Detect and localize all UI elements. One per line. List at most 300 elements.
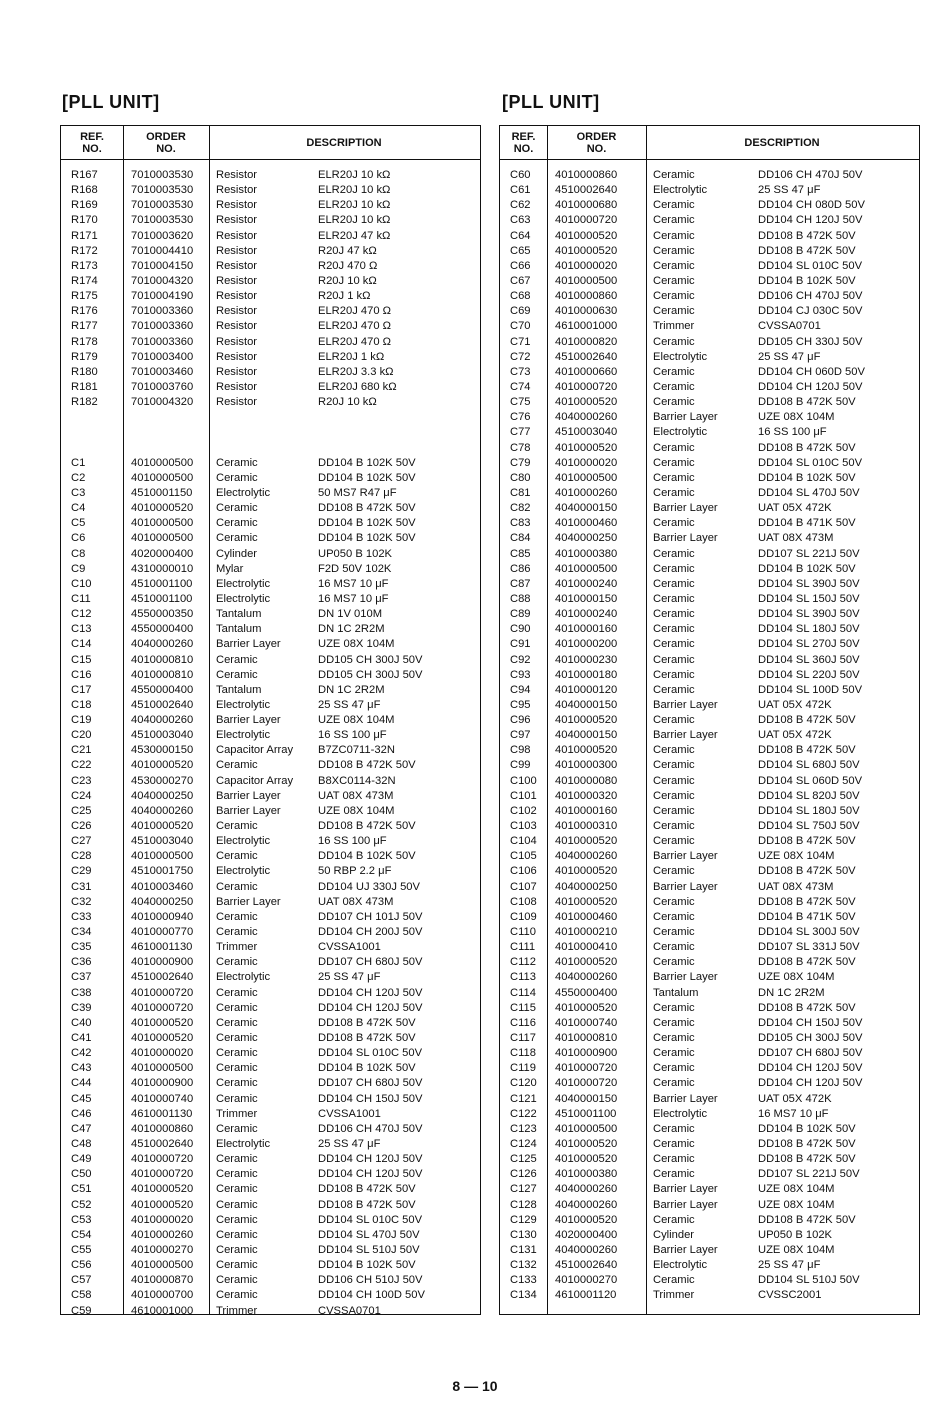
order-no: 4010000410	[555, 941, 618, 954]
part-type: Trimmer	[653, 1289, 695, 1302]
part-type: Electrolytic	[216, 486, 271, 499]
part-spec: R20J 470 Ω	[318, 259, 378, 272]
table-row	[500, 1061, 919, 1076]
table-row	[500, 425, 919, 440]
order-no: 4010000520	[131, 820, 194, 833]
part-spec: DD104 SL 680J 50V	[758, 759, 860, 772]
part-type: Ceramic	[216, 502, 258, 515]
part-spec: DD104 CH 120J 50V	[318, 1168, 423, 1181]
table-row	[500, 1167, 919, 1182]
part-type: Barrier Layer	[653, 850, 718, 863]
ref-no: C100	[510, 774, 537, 787]
table-row	[61, 1182, 480, 1197]
ref-no: C68	[510, 290, 531, 303]
order-no: 4040000150	[555, 698, 618, 711]
order-no: 4010000520	[555, 244, 618, 257]
part-type: Resistor	[216, 380, 258, 393]
order-no: 4510001100	[555, 1107, 617, 1120]
table-row	[500, 849, 919, 864]
ref-no: C16	[71, 668, 92, 681]
ref-no: C17	[71, 683, 92, 696]
order-no: 4010000520	[131, 502, 194, 515]
order-no: 4040000260	[555, 971, 618, 984]
table-row	[61, 804, 480, 819]
order-no: 4040000150	[555, 502, 618, 515]
part-spec: DD108 B 472K 50V	[758, 895, 856, 908]
order-no: 4610001000	[555, 320, 618, 333]
order-no: 4010000200	[555, 638, 618, 651]
order-no: 4010000300	[555, 759, 618, 772]
part-spec: UAT 08X 473M	[318, 789, 394, 802]
part-spec: DD104 SL 150J 50V	[758, 592, 860, 605]
part-type: Ceramic	[216, 1183, 258, 1196]
part-spec: UZE 08X 104M	[758, 1243, 835, 1256]
table-row	[500, 1288, 919, 1303]
header-order: ORDER NO.	[146, 130, 186, 155]
table-row	[500, 441, 919, 456]
table-row	[500, 410, 919, 425]
ref-no: C110	[510, 926, 536, 939]
part-spec: DD104 UJ 330J 50V	[318, 880, 420, 893]
part-spec: 16 SS 100 μF	[758, 426, 827, 439]
part-spec: DD104 B 102K 50V	[318, 1259, 416, 1272]
part-type: Resistor	[216, 229, 258, 242]
ref-no: C63	[510, 214, 531, 227]
ref-no: C29	[71, 865, 92, 878]
part-spec: UP050 B 102K	[758, 1228, 833, 1241]
order-no: 4010000520	[131, 1032, 194, 1045]
part-type: Ceramic	[653, 1168, 695, 1181]
ref-no: C90	[510, 623, 531, 636]
order-no: 4040000260	[131, 638, 194, 651]
part-type: Ceramic	[653, 274, 695, 287]
table-row	[500, 789, 919, 804]
table-row	[500, 1092, 919, 1107]
ref-no: C45	[71, 1092, 92, 1105]
part-spec: ELR20J 470 Ω	[318, 305, 392, 318]
order-no: 4010000700	[131, 1289, 194, 1302]
order-no: 4010000500	[131, 1062, 194, 1075]
part-spec: DD108 B 472K 50V	[758, 744, 856, 757]
part-type: Ceramic	[216, 1077, 258, 1090]
order-no: 4010000460	[555, 517, 618, 530]
table-row	[61, 774, 480, 789]
part-spec: DD108 B 472K 50V	[318, 820, 416, 833]
ref-no: C35	[71, 941, 92, 954]
part-type: Ceramic	[216, 1168, 258, 1181]
part-type: Ceramic	[216, 1153, 258, 1166]
part-type: Ceramic	[653, 199, 695, 212]
table-row	[500, 304, 919, 319]
order-no: 4010000520	[555, 956, 618, 969]
ref-no: C94	[510, 683, 531, 696]
table-row	[500, 728, 919, 743]
ref-no: C98	[510, 744, 531, 757]
part-spec: DD107 CH 680J 50V	[318, 1077, 423, 1090]
part-type: Barrier Layer	[216, 638, 281, 651]
table-row	[500, 456, 919, 471]
table-row	[61, 486, 480, 501]
ref-no: C125	[510, 1153, 537, 1166]
ref-no: C56	[71, 1259, 92, 1272]
part-type: Barrier Layer	[216, 895, 281, 908]
table-row	[61, 304, 480, 319]
ref-no: C24	[71, 789, 92, 802]
table-row	[500, 501, 919, 516]
order-no: 4010000720	[131, 1153, 194, 1166]
order-no: 4010000500	[555, 1122, 618, 1135]
table-row	[61, 834, 480, 849]
order-no: 4010000520	[555, 1153, 618, 1166]
ref-no: C111	[510, 941, 536, 954]
part-spec: DD107 CH 680J 50V	[318, 956, 423, 969]
part-spec: UP050 B 102K	[318, 547, 393, 560]
ref-no: C59	[71, 1304, 92, 1317]
table-row	[61, 743, 480, 758]
table-row	[500, 880, 919, 895]
order-no: 4010000020	[131, 1047, 194, 1060]
table-row	[61, 1273, 480, 1288]
table-row	[61, 970, 480, 985]
table-row	[61, 1152, 480, 1167]
table-row	[61, 229, 480, 244]
ref-no: C117	[510, 1032, 536, 1045]
ref-no: C18	[71, 698, 92, 711]
ref-no: C103	[510, 820, 537, 833]
part-spec: 16 SS 100 μF	[318, 729, 387, 742]
part-type: Resistor	[216, 199, 258, 212]
part-spec: 16 SS 100 μF	[318, 835, 387, 848]
part-spec: 25 SS 47 μF	[758, 1259, 821, 1272]
part-type: Barrier Layer	[216, 789, 281, 802]
table-row	[61, 1304, 480, 1319]
ref-no: C60	[510, 169, 531, 181]
table-row	[61, 910, 480, 925]
blank-row	[61, 410, 480, 425]
order-no: 4010000520	[555, 1138, 618, 1150]
order-no: 4010000720	[131, 1168, 194, 1181]
part-type: Ceramic	[216, 926, 258, 939]
order-no: 4530000270	[131, 774, 194, 787]
order-no: 4010000810	[131, 653, 194, 666]
order-no: 4010000520	[131, 1183, 194, 1196]
table-row	[500, 940, 919, 955]
part-type: Ceramic	[653, 653, 695, 666]
ref-no: C132	[510, 1259, 537, 1272]
part-type: Trimmer	[216, 1107, 258, 1120]
part-type: Resistor	[216, 214, 258, 227]
table-row	[61, 183, 480, 198]
order-no: 7010004190	[131, 290, 194, 303]
order-no: 4010000860	[131, 1122, 194, 1135]
ref-no: C43	[71, 1062, 92, 1075]
part-spec: UAT 08X 473M	[758, 880, 834, 893]
part-spec: ELR20J 10 kΩ	[318, 169, 391, 181]
table-row	[500, 955, 919, 970]
part-spec: DD104 SL 180J 50V	[758, 623, 860, 636]
table-row	[61, 319, 480, 334]
part-type: Electrolytic	[216, 577, 271, 590]
part-type: Barrier Layer	[653, 502, 718, 515]
part-spec: UZE 08X 104M	[758, 850, 835, 863]
ref-no: C10	[71, 577, 92, 590]
part-type: Barrier Layer	[653, 532, 718, 545]
table-row	[500, 637, 919, 652]
part-type: Ceramic	[216, 910, 258, 923]
order-no: 4010000500	[131, 456, 194, 469]
table-row	[500, 743, 919, 758]
part-type: Ceramic	[653, 623, 695, 636]
part-type: Ceramic	[653, 214, 695, 227]
part-spec: DD104 SL 010C 50V	[318, 1213, 423, 1226]
part-type: Ceramic	[653, 1122, 695, 1135]
order-no: 4010000770	[131, 926, 194, 939]
ref-no: C79	[510, 456, 531, 469]
ref-no: C62	[510, 199, 531, 212]
order-no: 4010000720	[555, 1062, 618, 1075]
ref-no: R169	[71, 199, 98, 212]
order-no: 4510001750	[131, 865, 194, 878]
order-no: 4010000320	[555, 789, 618, 802]
part-spec: DD104 CH 150J 50V	[758, 1016, 863, 1029]
part-type: Ceramic	[653, 820, 695, 833]
part-spec: ELR20J 470 Ω	[318, 320, 392, 333]
part-type: Ceramic	[653, 683, 695, 696]
part-spec: UZE 08X 104M	[318, 714, 395, 727]
table-row	[500, 1076, 919, 1091]
table-row	[61, 592, 480, 607]
part-spec: DD104 CH 120J 50V	[318, 1153, 423, 1166]
part-type: Ceramic	[216, 1259, 258, 1272]
order-no: 4010000500	[131, 517, 194, 530]
order-no: 4020000400	[555, 1228, 618, 1241]
order-no: 4040000250	[555, 532, 618, 545]
table-row	[61, 168, 480, 183]
part-type: Electrolytic	[653, 1259, 708, 1272]
part-type: Ceramic	[653, 456, 695, 469]
ref-no: C15	[71, 653, 92, 666]
ref-no: R174	[71, 274, 98, 287]
ref-no: C50	[71, 1168, 92, 1181]
order-no: 4010000520	[555, 441, 618, 454]
ref-no: C58	[71, 1289, 92, 1302]
table-row	[61, 1122, 480, 1137]
part-type: Barrier Layer	[653, 411, 718, 424]
order-no: 4010000520	[131, 759, 194, 772]
table-row	[500, 1137, 919, 1152]
part-type: Ceramic	[216, 456, 258, 469]
table-row	[61, 1167, 480, 1182]
ref-no: C57	[71, 1274, 92, 1287]
part-spec: 25 SS 47 μF	[318, 1138, 381, 1150]
table-row	[61, 1198, 480, 1213]
part-type: Ceramic	[653, 804, 695, 817]
table-row	[61, 1243, 480, 1258]
ref-no: C133	[510, 1274, 537, 1287]
order-no: 4010000900	[555, 1047, 618, 1060]
table-row	[500, 577, 919, 592]
table-row	[500, 834, 919, 849]
part-spec: DD108 B 472K 50V	[758, 956, 856, 969]
ref-no: C33	[71, 910, 92, 923]
part-type: Cylinder	[216, 547, 258, 560]
ref-no: C19	[71, 714, 92, 727]
table-row	[500, 970, 919, 985]
order-no: 4610001130	[131, 941, 193, 954]
part-spec: DD104 SL 010C 50V	[758, 456, 863, 469]
ref-no: C3	[71, 486, 86, 499]
order-no: 4010000500	[131, 471, 194, 484]
ref-no: C109	[510, 910, 537, 923]
table-row	[61, 577, 480, 592]
ref-no: C70	[510, 320, 531, 333]
ref-no: C14	[71, 638, 92, 651]
part-type: Ceramic	[653, 926, 695, 939]
order-no: 4550000400	[555, 986, 618, 999]
table-row	[61, 259, 480, 274]
part-spec: CVSSA1001	[318, 1107, 381, 1120]
order-no: 4610001000	[131, 1304, 194, 1317]
part-spec: DD104 CH 120J 50V	[318, 1001, 423, 1014]
ref-no: C12	[71, 608, 92, 621]
order-no: 4040000260	[131, 804, 194, 817]
table-row	[500, 380, 919, 395]
ref-no: C47	[71, 1122, 92, 1135]
part-type: Barrier Layer	[653, 880, 718, 893]
ref-no: C121	[510, 1092, 537, 1105]
part-type: Barrier Layer	[653, 1198, 718, 1211]
part-spec: R20J 1 kΩ	[318, 290, 371, 303]
order-no: 4510002640	[131, 1138, 194, 1150]
part-spec: 16 MS7 10 μF	[318, 577, 389, 590]
ref-no: C113	[510, 971, 536, 984]
order-no: 4010000270	[555, 1274, 618, 1287]
order-no: 4010000120	[555, 683, 618, 696]
order-no: 4010000080	[555, 774, 618, 787]
order-no: 4040000260	[555, 850, 618, 863]
order-no: 7010003460	[131, 365, 194, 378]
order-no: 4010000500	[131, 850, 194, 863]
ref-no: C85	[510, 547, 531, 560]
part-type: Electrolytic	[653, 184, 708, 197]
part-type: Ceramic	[653, 547, 695, 560]
part-type: Ceramic	[653, 562, 695, 575]
part-type: Resistor	[216, 244, 258, 257]
order-no: 7010004410	[131, 244, 194, 257]
order-no: 4010000020	[131, 1213, 194, 1226]
part-spec: DD108 B 472K 50V	[318, 1198, 416, 1211]
part-type: Ceramic	[653, 714, 695, 727]
table-row	[61, 1213, 480, 1228]
part-type: Capacitor Array	[216, 744, 294, 757]
part-spec: DD104 SL 180J 50V	[758, 804, 860, 817]
order-no: 4040000150	[555, 729, 618, 742]
part-spec: ELR20J 10 kΩ	[318, 199, 391, 212]
part-type: Ceramic	[653, 789, 695, 802]
table-row	[61, 758, 480, 773]
order-no: 4010000520	[555, 1001, 618, 1014]
ref-no: C114	[510, 986, 536, 999]
part-spec: B7ZC0711-32N	[318, 744, 395, 757]
part-spec: ELR20J 470 Ω	[318, 335, 392, 348]
ref-no: C127	[510, 1183, 537, 1196]
part-spec: DD104 SL 300J 50V	[758, 926, 860, 939]
part-spec: UAT 08X 473M	[758, 532, 834, 545]
part-type: Ceramic	[653, 1047, 695, 1060]
part-type: Ceramic	[653, 396, 695, 409]
table-row	[61, 395, 480, 410]
order-no: 4310000010	[131, 562, 194, 575]
part-type: Electrolytic	[653, 426, 708, 439]
right-parts-table	[499, 125, 920, 1315]
ref-no: C88	[510, 592, 531, 605]
table-row	[500, 622, 919, 637]
order-no: 4010000020	[555, 259, 618, 272]
table-row	[500, 319, 919, 334]
part-type: Ceramic	[653, 1032, 695, 1045]
table-row	[61, 637, 480, 652]
part-spec: DD104 CH 200J 50V	[318, 926, 423, 939]
part-type: Ceramic	[216, 532, 258, 545]
table-row	[61, 1031, 480, 1046]
order-no: 4040000260	[555, 1243, 618, 1256]
table-row	[500, 1243, 919, 1258]
ref-no: C97	[510, 729, 531, 742]
order-no: 4010000520	[555, 895, 618, 908]
ref-no: C2	[71, 471, 86, 484]
part-type: Ceramic	[653, 1274, 695, 1287]
ref-no: C122	[510, 1107, 537, 1120]
ref-no: C128	[510, 1198, 537, 1211]
table-row	[61, 1001, 480, 1016]
order-no: 7010003360	[131, 305, 194, 318]
table-row	[500, 1122, 919, 1137]
order-no: 4010000500	[555, 274, 618, 287]
table-row	[500, 1016, 919, 1031]
table-row	[61, 335, 480, 350]
order-no: 4010000740	[555, 1016, 618, 1029]
table-row	[500, 1152, 919, 1167]
ref-no: C91	[510, 638, 531, 651]
part-type: Ceramic	[653, 759, 695, 772]
order-no: 7010004150	[131, 259, 194, 272]
part-type: Ceramic	[653, 668, 695, 681]
right-table-rows	[500, 168, 919, 1304]
order-no: 4610001120	[555, 1289, 617, 1302]
part-spec: DN 1V 010M	[318, 608, 383, 621]
part-type: Ceramic	[216, 956, 258, 969]
part-type: Ceramic	[653, 290, 695, 303]
table-row	[61, 274, 480, 289]
part-type: Ceramic	[653, 365, 695, 378]
table-row	[500, 486, 919, 501]
part-spec: DD104 B 102K 50V	[318, 532, 416, 545]
order-no: 4010000520	[555, 229, 618, 242]
ref-no: C28	[71, 850, 92, 863]
part-spec: DD104 SL 360J 50V	[758, 653, 860, 666]
ref-no: C116	[510, 1016, 536, 1029]
table-row	[500, 229, 919, 244]
part-spec: UAT 05X 472K	[758, 698, 832, 711]
table-row	[61, 849, 480, 864]
ref-no: C13	[71, 623, 92, 636]
part-spec: 25 SS 47 μF	[318, 971, 381, 984]
part-spec: DD105 CH 330J 50V	[758, 335, 863, 348]
order-no: 7010003760	[131, 380, 194, 393]
part-spec: ELR20J 3.3 kΩ	[318, 365, 394, 378]
table-row	[61, 1228, 480, 1243]
part-type: Tantalum	[653, 986, 699, 999]
